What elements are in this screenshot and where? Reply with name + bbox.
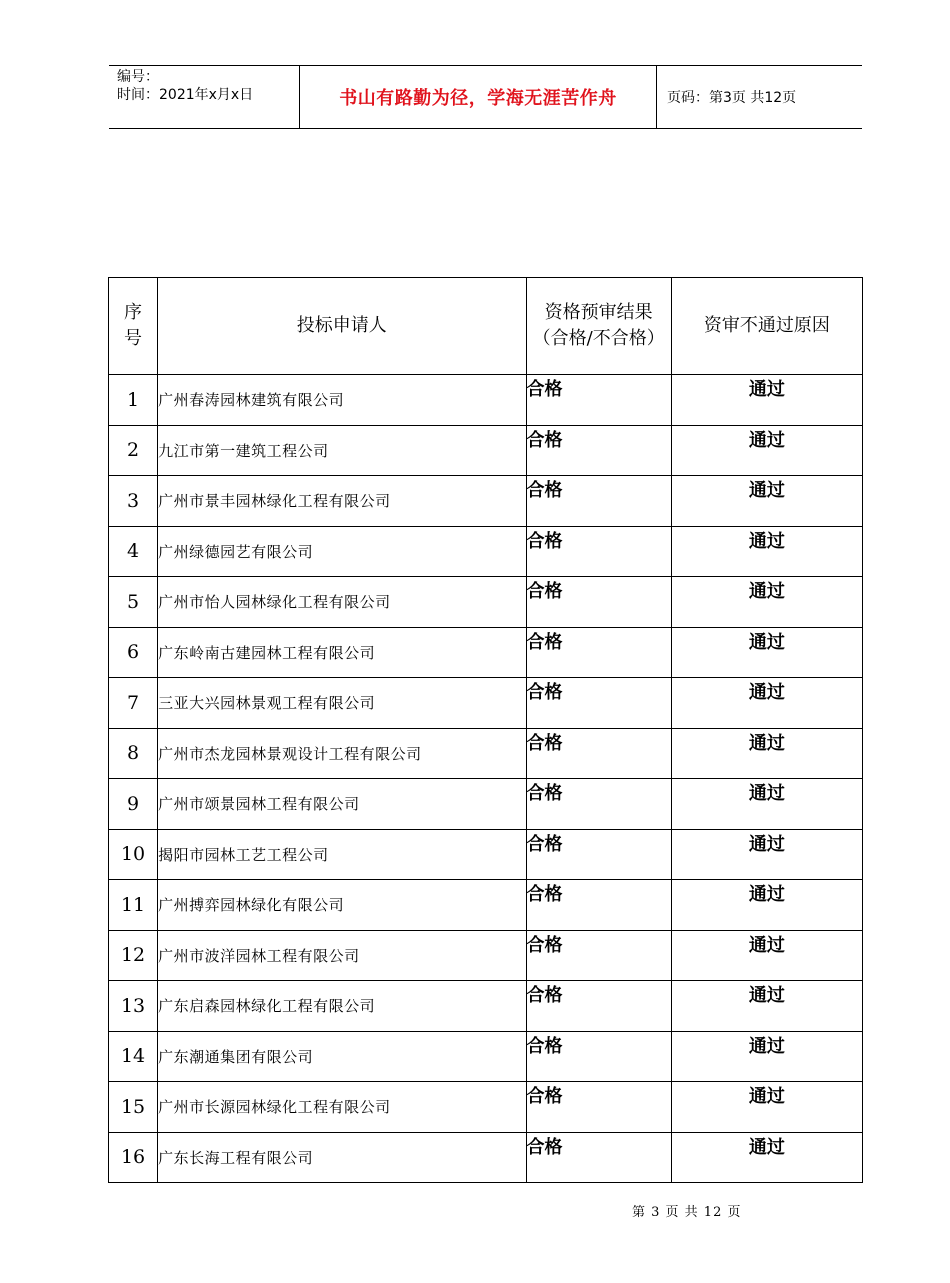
table-row [109, 526, 863, 577]
header-meta [109, 66, 300, 128]
table-row [109, 779, 863, 830]
reason-cell: 通过 [671, 526, 862, 577]
result-cell: 合格 [526, 678, 671, 729]
reason-cell: 通过 [671, 627, 862, 678]
applicant-name: 广州搏弈园林绿化有限公司 [158, 880, 526, 931]
table-row [109, 627, 863, 678]
prequalification-table [108, 277, 863, 1183]
header-no: 序号 [109, 278, 158, 375]
reason-cell: 通过 [671, 1132, 862, 1183]
result-cell: 合格 [526, 425, 671, 476]
reason-cell: 通过 [671, 678, 862, 729]
reason-cell: 通过 [671, 1082, 862, 1133]
header-motto: 书山有路勤为径，学海无涯苦作舟 [300, 66, 657, 128]
header-result: 资格预审结果（合格/不合格） [526, 278, 671, 375]
result-cell: 合格 [526, 476, 671, 527]
row-number: 7 [109, 678, 158, 729]
table-row [109, 425, 863, 476]
table-row [109, 476, 863, 527]
page-header [109, 65, 862, 129]
reason-cell: 通过 [671, 577, 862, 628]
applicant-name: 广州绿德园艺有限公司 [158, 526, 526, 577]
reason-cell: 通过 [671, 930, 862, 981]
reason-cell: 通过 [671, 728, 862, 779]
row-number: 5 [109, 577, 158, 628]
table-row [109, 728, 863, 779]
result-cell: 合格 [526, 627, 671, 678]
row-number: 1 [109, 375, 158, 426]
applicant-name: 三亚大兴园林景观工程有限公司 [158, 678, 526, 729]
applicant-name: 九江市第一建筑工程公司 [158, 425, 526, 476]
applicant-name: 广州市怡人园林绿化工程有限公司 [158, 577, 526, 628]
reason-cell: 通过 [671, 779, 862, 830]
reason-cell: 通过 [671, 981, 862, 1032]
row-number: 11 [109, 880, 158, 931]
time-text: 时间：2021年x月x日 [117, 87, 254, 103]
result-cell: 合格 [526, 1132, 671, 1183]
table-row [109, 1082, 863, 1133]
row-number: 10 [109, 829, 158, 880]
applicant-name: 广州市颂景园林工程有限公司 [158, 779, 526, 830]
result-cell: 合格 [526, 526, 671, 577]
row-number: 8 [109, 728, 158, 779]
result-cell: 合格 [526, 930, 671, 981]
reason-cell: 通过 [671, 476, 862, 527]
result-cell: 合格 [526, 880, 671, 931]
applicant-name: 广东启森园林绿化工程有限公司 [158, 981, 526, 1032]
table-row [109, 1031, 863, 1082]
table-header-row [109, 278, 863, 375]
table-row [109, 678, 863, 729]
result-cell: 合格 [526, 728, 671, 779]
row-number: 4 [109, 526, 158, 577]
header-page-info: 页码：第3页 共12页 [667, 90, 797, 106]
applicant-name: 广州市杰龙园林景观设计工程有限公司 [158, 728, 526, 779]
applicant-name: 揭阳市园林工艺工程公司 [158, 829, 526, 880]
applicant-name: 广州春涛园林建筑有限公司 [158, 375, 526, 426]
reason-cell: 通过 [671, 829, 862, 880]
applicant-name: 广东潮通集团有限公司 [158, 1031, 526, 1082]
row-number: 15 [109, 1082, 158, 1133]
result-cell: 合格 [526, 375, 671, 426]
result-cell: 合格 [526, 981, 671, 1032]
row-number: 6 [109, 627, 158, 678]
row-number: 12 [109, 930, 158, 981]
row-number: 16 [109, 1132, 158, 1183]
result-cell: 合格 [526, 1082, 671, 1133]
reason-cell: 通过 [671, 880, 862, 931]
table-row [109, 829, 863, 880]
reason-cell: 通过 [671, 1031, 862, 1082]
applicant-name: 广州市景丰园林绿化工程有限公司 [158, 476, 526, 527]
applicant-name: 广东长海工程有限公司 [158, 1132, 526, 1183]
applicant-name: 广州市波洋园林工程有限公司 [158, 930, 526, 981]
result-cell: 合格 [526, 1031, 671, 1082]
row-number: 14 [109, 1031, 158, 1082]
row-number: 3 [109, 476, 158, 527]
result-cell: 合格 [526, 779, 671, 830]
header-applicant: 投标申请人 [158, 278, 526, 375]
result-cell: 合格 [526, 577, 671, 628]
reason-cell: 通过 [671, 375, 862, 426]
row-number: 2 [109, 425, 158, 476]
result-cell: 合格 [526, 829, 671, 880]
applicant-name: 广州市长源园林绿化工程有限公司 [158, 1082, 526, 1133]
applicant-name: 广东岭南古建园林工程有限公司 [158, 627, 526, 678]
table-row [109, 375, 863, 426]
reason-cell: 通过 [671, 425, 862, 476]
table-row [109, 1132, 863, 1183]
table-row [109, 930, 863, 981]
row-number: 9 [109, 779, 158, 830]
table-row [109, 880, 863, 931]
row-number: 13 [109, 981, 158, 1032]
page-footer: 第 3 页 共 12 页 [632, 1205, 742, 1220]
table-row [109, 981, 863, 1032]
code-label: 编号： [117, 69, 159, 85]
header-reason: 资审不通过原因 [671, 278, 862, 375]
table-row [109, 577, 863, 628]
